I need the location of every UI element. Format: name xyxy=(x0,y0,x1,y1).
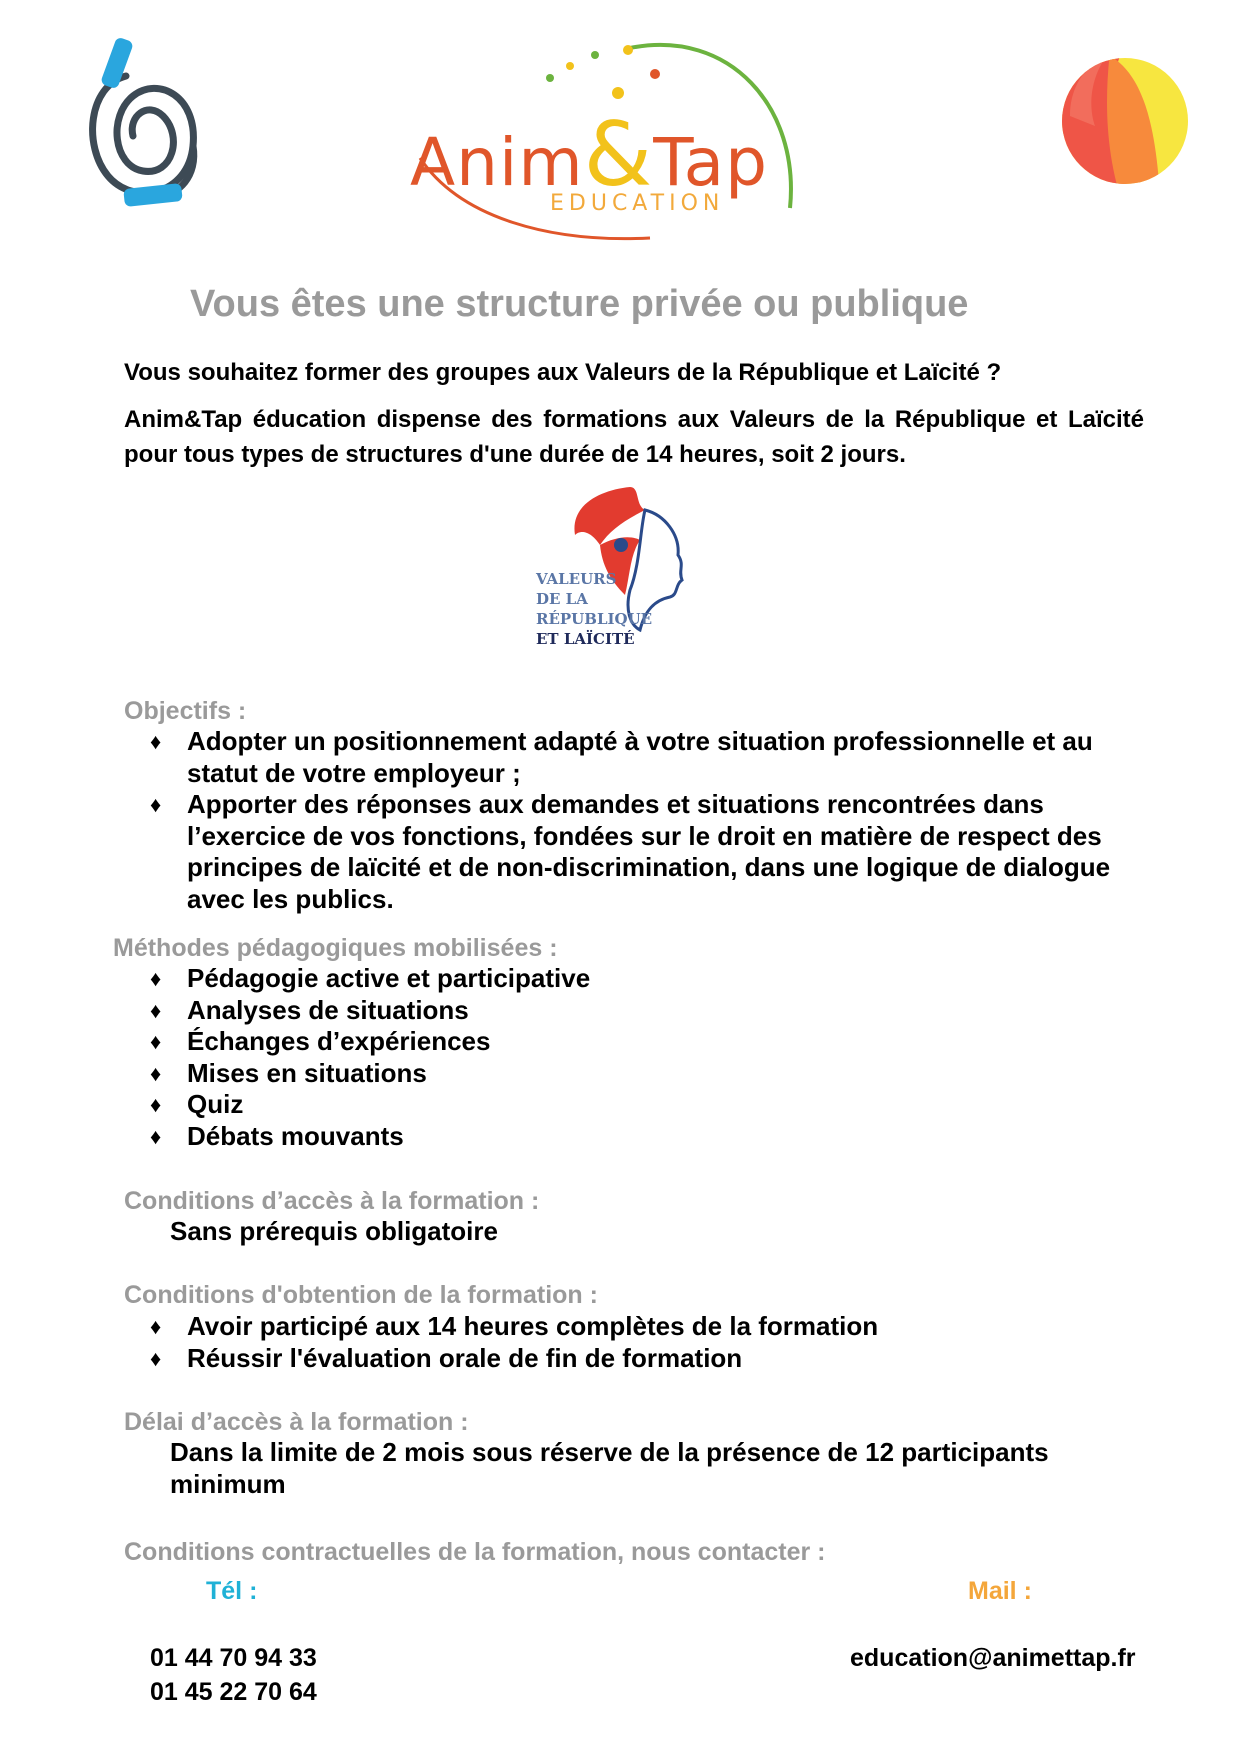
methodes-list xyxy=(124,963,1144,1152)
list-item: ♦ Pédagogie active et participative xyxy=(124,963,1144,995)
vrl-line-4: ET LAÏCITÉ xyxy=(536,630,635,648)
logo-wordmark: Anim&Tap xyxy=(410,103,768,206)
list-item: ♦ Avoir participé aux 14 heures complètes de la formation xyxy=(124,1311,1144,1343)
objectifs-title: Objectifs : xyxy=(124,697,247,725)
list-item: ♦ Débats mouvants xyxy=(124,1121,1144,1153)
list-item: ♦ Analyses de situations xyxy=(124,995,1144,1027)
logo-subtitle: EDUCATION xyxy=(550,191,725,216)
intro-paragraph: Anim&Tap éducation dispense des formations aux Valeurs de la République et Laïcité pour tous types de structures d'une durée de 14 heures, soit 2 jours. xyxy=(124,406,1144,468)
delai-text: Dans la limite de 2 mois sous réserve de la présence de 12 participants minimum xyxy=(170,1437,1049,1499)
list-item: ♦ Réussir l'évaluation orale de fin de formation xyxy=(124,1343,1144,1375)
phone-number-2[interactable]: 01 45 22 70 64 xyxy=(150,1678,317,1706)
valeurs-republique-logo xyxy=(530,485,710,648)
list-item: ♦ Échanges d’expériences xyxy=(124,1026,1144,1058)
tel-label: Tél : xyxy=(206,1577,258,1605)
obtention-title: Conditions d'obtention de la formation : xyxy=(124,1281,598,1309)
obtention-list xyxy=(124,1311,1144,1374)
list-item: ♦ Apporter des réponses aux demandes et situations rencontrées dans l’exercice de vos fonctions, fondées sur le droit en matière de respect des principes de laïcité et de non-discrimination, dans une logique de dialogue avec les publics. xyxy=(124,789,1144,915)
mail-label: Mail : xyxy=(968,1577,1032,1605)
animtap-logo xyxy=(400,28,850,246)
vrl-line-1: VALEURS xyxy=(536,570,617,588)
email-address[interactable]: education@animettap.fr xyxy=(850,1644,1136,1672)
contact-title: Conditions contractuelles de la formation, nous contacter : xyxy=(124,1538,826,1566)
list-item: ♦ Quiz xyxy=(124,1089,1144,1121)
list-item: ♦ Mises en situations xyxy=(124,1058,1144,1090)
acces-title: Conditions d’accès à la formation : xyxy=(124,1187,540,1215)
acces-text: Sans prérequis obligatoire xyxy=(170,1216,498,1246)
objectifs-list xyxy=(124,726,1144,915)
page-title: Vous êtes une structure privée ou publique xyxy=(190,283,969,325)
intro-question: Vous souhaitez former des groupes aux Valeurs de la République et Laïcité ? xyxy=(124,359,1002,386)
beach-ball-icon xyxy=(1060,56,1190,186)
vrl-line-2: DE LA xyxy=(536,590,588,608)
jump-rope-icon xyxy=(78,36,208,216)
delai-title: Délai d’accès à la formation : xyxy=(124,1408,469,1436)
methodes-title: Méthodes pédagogiques mobilisées : xyxy=(113,934,558,962)
vrl-line-3: RÉPUBLIQUE xyxy=(536,610,653,628)
phone-number-1[interactable]: 01 44 70 94 33 xyxy=(150,1644,317,1672)
list-item: ♦ Adopter un positionnement adapté à votre situation professionnelle et au statut de votre employeur ; xyxy=(124,726,1144,789)
